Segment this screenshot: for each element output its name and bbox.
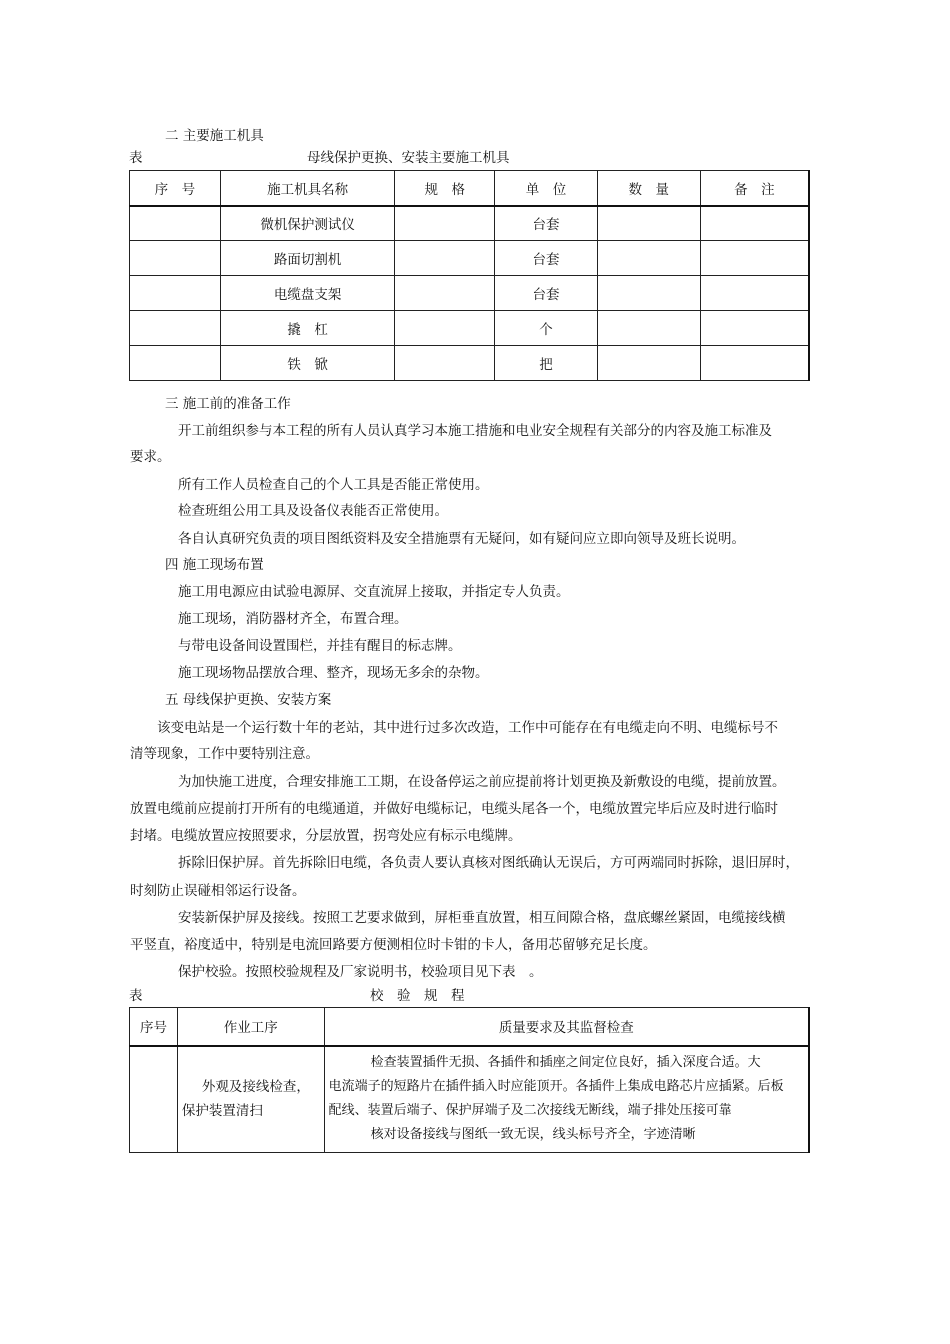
cell-unit: 台套 xyxy=(495,241,598,276)
header-cell: 规 格 xyxy=(395,171,495,206)
paragraph-line: 保护校验。按照校验规程及厂家说明书，校验项目见下表 。 xyxy=(178,964,543,980)
seq-cell xyxy=(130,1046,178,1153)
section-heading: 五 母线保护更换、安装方案 xyxy=(165,692,332,708)
paragraph-line: 拆除旧保护屏。首先拆除旧电缆，各负责人要认真核对图纸确认无误后，方可两端同时拆除，退旧屏时， xyxy=(178,855,799,871)
inspection-table xyxy=(129,1007,810,1153)
empty-cell xyxy=(700,276,809,311)
table-row xyxy=(130,1046,810,1153)
paragraph-line: 检查班组公用工具及设备仪表能否正常使用。 xyxy=(178,503,448,519)
paragraph-line: 要求。 xyxy=(130,449,171,465)
cell-name: 撬 杠 xyxy=(220,311,395,346)
cell-unit: 把 xyxy=(495,346,598,381)
empty-cell xyxy=(130,311,221,346)
paragraph-line: 与带电设备间设置围栏，并挂有醒目的标志牌。 xyxy=(178,638,462,654)
paragraph-line: 封堵。电缆放置应按照要求，分层放置，拐弯处应有标示电缆牌。 xyxy=(130,828,522,844)
empty-cell xyxy=(700,241,809,276)
paragraph-line: 施工现场物品摆放合理、整齐，现场无多余的杂物。 xyxy=(178,665,489,681)
header-cell: 序号 xyxy=(130,1008,178,1046)
paragraph-line: 所有工作人员检查自己的个人工具是否能正常使用。 xyxy=(178,477,489,493)
cell-unit: 个 xyxy=(495,311,598,346)
table-header-row xyxy=(130,171,810,206)
section-heading: 三 施工前的准备工作 xyxy=(165,396,291,412)
empty-cell xyxy=(130,206,221,241)
empty-cell xyxy=(395,241,495,276)
empty-cell xyxy=(597,311,700,346)
paragraph-line: 平竖直，裕度适中，特别是电流回路要方便测相位时卡钳的卡人，备用芯留够充足长度。 xyxy=(130,937,657,953)
table-caption-prefix: 表 xyxy=(129,150,143,166)
paragraph-line: 放置电缆前应提前打开所有的电缆通道，并做好电缆标记，电缆头尾各一个，电缆放置完毕后应及时进行临时 xyxy=(130,801,778,817)
table-row xyxy=(130,346,810,381)
header-cell: 单 位 xyxy=(495,171,598,206)
cell-unit: 台套 xyxy=(495,276,598,311)
paragraph-line: 施工用电源应由试验电源屏、交直流屏上接取，并指定专人负责。 xyxy=(178,584,570,600)
table-row xyxy=(130,206,810,241)
paragraph-line: 时刻防止误碰相邻运行设备。 xyxy=(130,883,306,899)
section-heading: 二 主要施工机具 xyxy=(165,128,264,144)
header-cell: 序 号 xyxy=(130,171,221,206)
empty-cell xyxy=(130,276,221,311)
table-row xyxy=(130,311,810,346)
paragraph-line: 安装新保护屏及接线。按照工艺要求做到，屏柜垂直放置，相互间隙合格，盘底螺丝紧固，电缆接线横 xyxy=(178,910,786,926)
table-caption-prefix: 表 xyxy=(129,988,143,1004)
table-caption: 校 验 规 程 xyxy=(370,988,465,1004)
cell-name: 路面切割机 xyxy=(220,241,395,276)
empty-cell xyxy=(395,206,495,241)
empty-cell xyxy=(597,346,700,381)
empty-cell xyxy=(395,346,495,381)
header-cell: 作业工序 xyxy=(177,1008,324,1046)
section-heading: 四 施工现场布置 xyxy=(165,557,264,573)
empty-cell xyxy=(130,241,221,276)
empty-cell xyxy=(700,206,809,241)
cell-name: 电缆盘支架 xyxy=(220,276,395,311)
paragraph-line: 各自认真研究负责的项目图纸资料及安全措施票有无疑问，如有疑问应立即向领导及班长说明。 xyxy=(178,531,745,547)
req-line: 配线、装置后端子、保护屏端子及二次接线无断线，端子排处压接可靠 xyxy=(328,1103,732,1119)
empty-cell xyxy=(700,346,809,381)
empty-cell xyxy=(395,276,495,311)
req-line: 电流端子的短路片在插件插入时应能顶开。各插件上集成电路芯片应插紧。后板 xyxy=(328,1079,784,1095)
paragraph-line: 清等现象，工作中要特别注意。 xyxy=(130,746,319,762)
header-cell: 质量要求及其监督检查 xyxy=(324,1008,809,1046)
empty-cell xyxy=(130,346,221,381)
header-cell: 备 注 xyxy=(700,171,809,206)
table-header-row xyxy=(130,1008,810,1046)
paragraph-line: 施工现场，消防器材齐全，布置合理。 xyxy=(178,611,408,627)
header-cell: 施工机具名称 xyxy=(220,171,395,206)
step-line: 保护装置清扫 xyxy=(181,1103,263,1120)
step-cell xyxy=(177,1046,324,1153)
requirement-cell xyxy=(324,1046,809,1153)
req-line: 核对设备接线与图纸一致无误，线头标号齐全，字迹清晰 xyxy=(370,1127,696,1143)
header-cell: 数 量 xyxy=(597,171,700,206)
table-row xyxy=(130,276,810,311)
empty-cell xyxy=(395,311,495,346)
cell-unit: 台套 xyxy=(495,206,598,241)
tools-table xyxy=(129,170,810,381)
req-line: 检查装置插件无损、各插件和插座之间定位良好，插入深度合适。大 xyxy=(370,1055,761,1071)
empty-cell xyxy=(700,311,809,346)
table-caption: 母线保护更换、安装主要施工机具 xyxy=(307,150,510,166)
paragraph-line: 开工前组织参与本工程的所有人员认真学习本施工措施和电业安全规程有关部分的内容及施工标准及 xyxy=(178,423,772,439)
empty-cell xyxy=(597,206,700,241)
empty-cell xyxy=(597,241,700,276)
empty-cell xyxy=(597,276,700,311)
paragraph-line: 为加快施工进度，合理安排施工工期，在设备停运之前应提前将计划更换及新敷设的电缆，提前放置。 xyxy=(178,774,786,790)
cell-name: 铁 锨 xyxy=(220,346,395,381)
step-line: 外观及接线检查， xyxy=(201,1079,310,1096)
table-row xyxy=(130,241,810,276)
cell-name: 微机保护测试仪 xyxy=(220,206,395,241)
paragraph-line: 该变电站是一个运行数十年的老站，其中进行过多次改造，工作中可能存在有电缆走向不明、电缆标号不 xyxy=(157,720,778,736)
